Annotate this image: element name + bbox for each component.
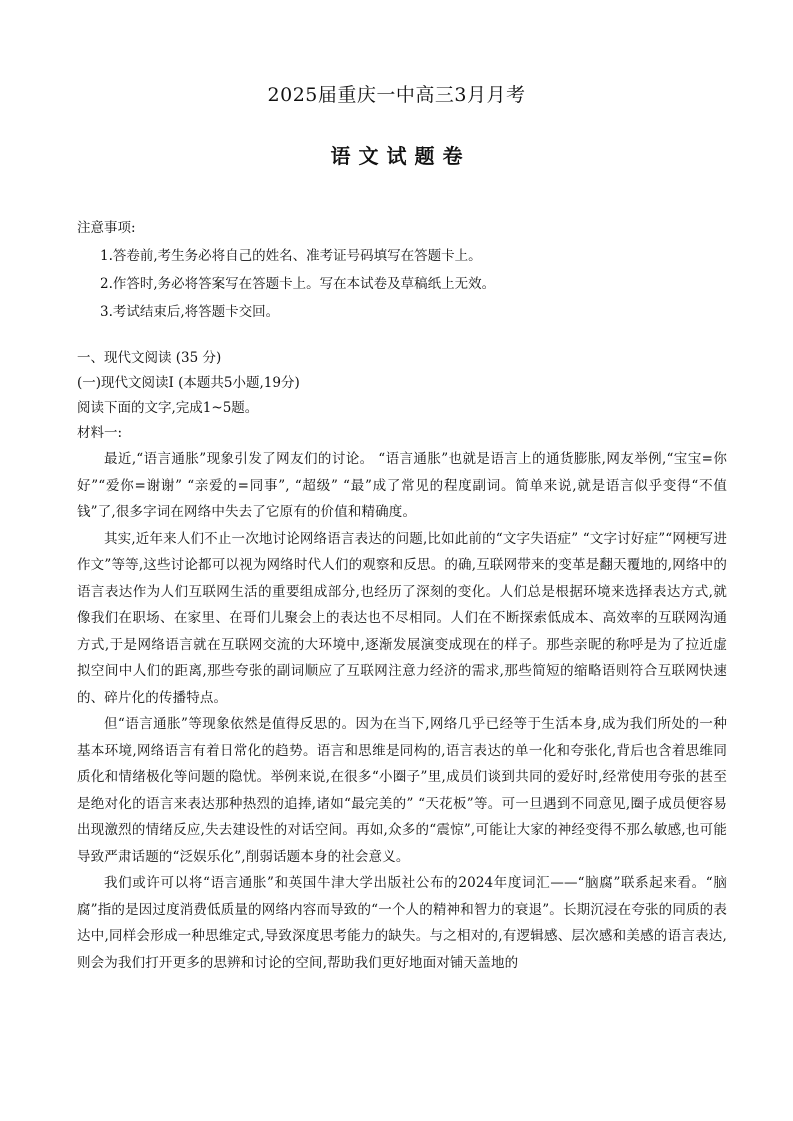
notice-section: [77, 214, 727, 326]
passage-paragraph: 但“语言通胀”等现象依然是值得反思的。因为在当下,网络几乎已经等于生活本身,成为我们所处的一种基本环境,网络语言有着日常化的趋势。语言和思维是同构的,语言表达的单一化和夸张化,背后也含着思维同质化和情绪极化等问题的隐忧。举例来说,在很多“小圈子”里,成员们谈到共同的爱好时,经常使用夸张的甚至是绝对化的语言来表达那种热烈的追捧,诸如“最完美的” “天花板”等。可一旦遇到不同意见,圈子成员便容易出现激烈的情绪反应,失去建设性的对话空间。再如,众多的“震惊”,可能让大家的神经变得不那么敏感,也可能导致严肃话题的“泛娱乐化”,削弱话题本身的社会意义。: [77, 716, 727, 865]
sub-section-heading: (一)现代文阅读Ⅰ (本题共5小题,19分): [77, 375, 300, 391]
exam-subtitle: 语文试题卷: [330, 144, 471, 168]
passage-paragraph: 我们或许可以将“语言通胀”和英国牛津大学出版社公布的2024年度词汇——“脑腐”联系起来看。“脑腐”指的是因过度消费低质量的网络内容而导致的“一个人的精神和智力的衰退”。长期沉浸在夸张的同质的表达中,同样会形成一种思维定式,导致深度思考能力的缺失。与之相对的,有逻辑感、层次感和美感的语言表达,则会为我们打开更多的思辨和讨论的空间,帮助我们更好地面对铺天盖地的: [77, 875, 727, 971]
reading-instruction: 阅读下面的文字,完成1~5题。: [77, 400, 259, 416]
passage-paragraph: 其实,近年来人们不止一次地讨论网络语言表达的问题,比如此前的“文字失语症” “文字讨好症”“网梗写进作文”等等,这些讨论都可以视为网络时代人们的观察和反思。的确,互联网带来的变革是翻天覆地的,网络中的语言表达作为人们互联网生活的重要组成部分,也经历了深刻的变化。人们总是根据环境来选择表达方式,就像我们在职场、在家里、在哥们儿聚会上的表达也不尽相同。人们在不断探索低成本、高效率的互联网沟通方式,于是网络语言就在互联网交流的大环境中,逐渐发展演变成现在的样子。那些亲昵的称呼是为了拉近虚拟空间中人们的距离,那些夸张的副词顺应了互联网注意力经济的需求,那些简短的缩略语则符合互联网快速的、碎片化的传播特点。: [77, 530, 727, 706]
reading-section: [77, 346, 727, 976]
notice-item: 1.答卷前,考生务必将自己的姓名、准考证号码填写在答题卡上。: [100, 248, 482, 264]
passage-paragraph: 最近,“语言通胀”现象引发了网友们的讨论。 “语言通胀”也就是语言上的通货膨胀,网友举例,“宝宝=你好”“爱你=谢谢” “亲爱的=同事”, “超级” “最”成了常见的程度副词。简单来说,就是语言似乎变得“不值钱”了,很多字词在网络中失去了它原有的价值和精确度。: [77, 451, 727, 520]
notice-item: 3.考试结束后,将答题卡交回。: [100, 304, 280, 320]
reading-passage: [77, 446, 727, 976]
section-heading: 一、现代文阅读 (35 分): [77, 350, 222, 366]
exam-title: 2025届重庆一中高三3月月考: [267, 84, 526, 106]
notice-heading: 注意事项:: [77, 220, 136, 236]
notice-item: 2.作答时,务必将答案写在答题卡上。写在本试卷及草稿纸上无效。: [100, 276, 496, 292]
material-label: 材料一:: [77, 425, 123, 441]
